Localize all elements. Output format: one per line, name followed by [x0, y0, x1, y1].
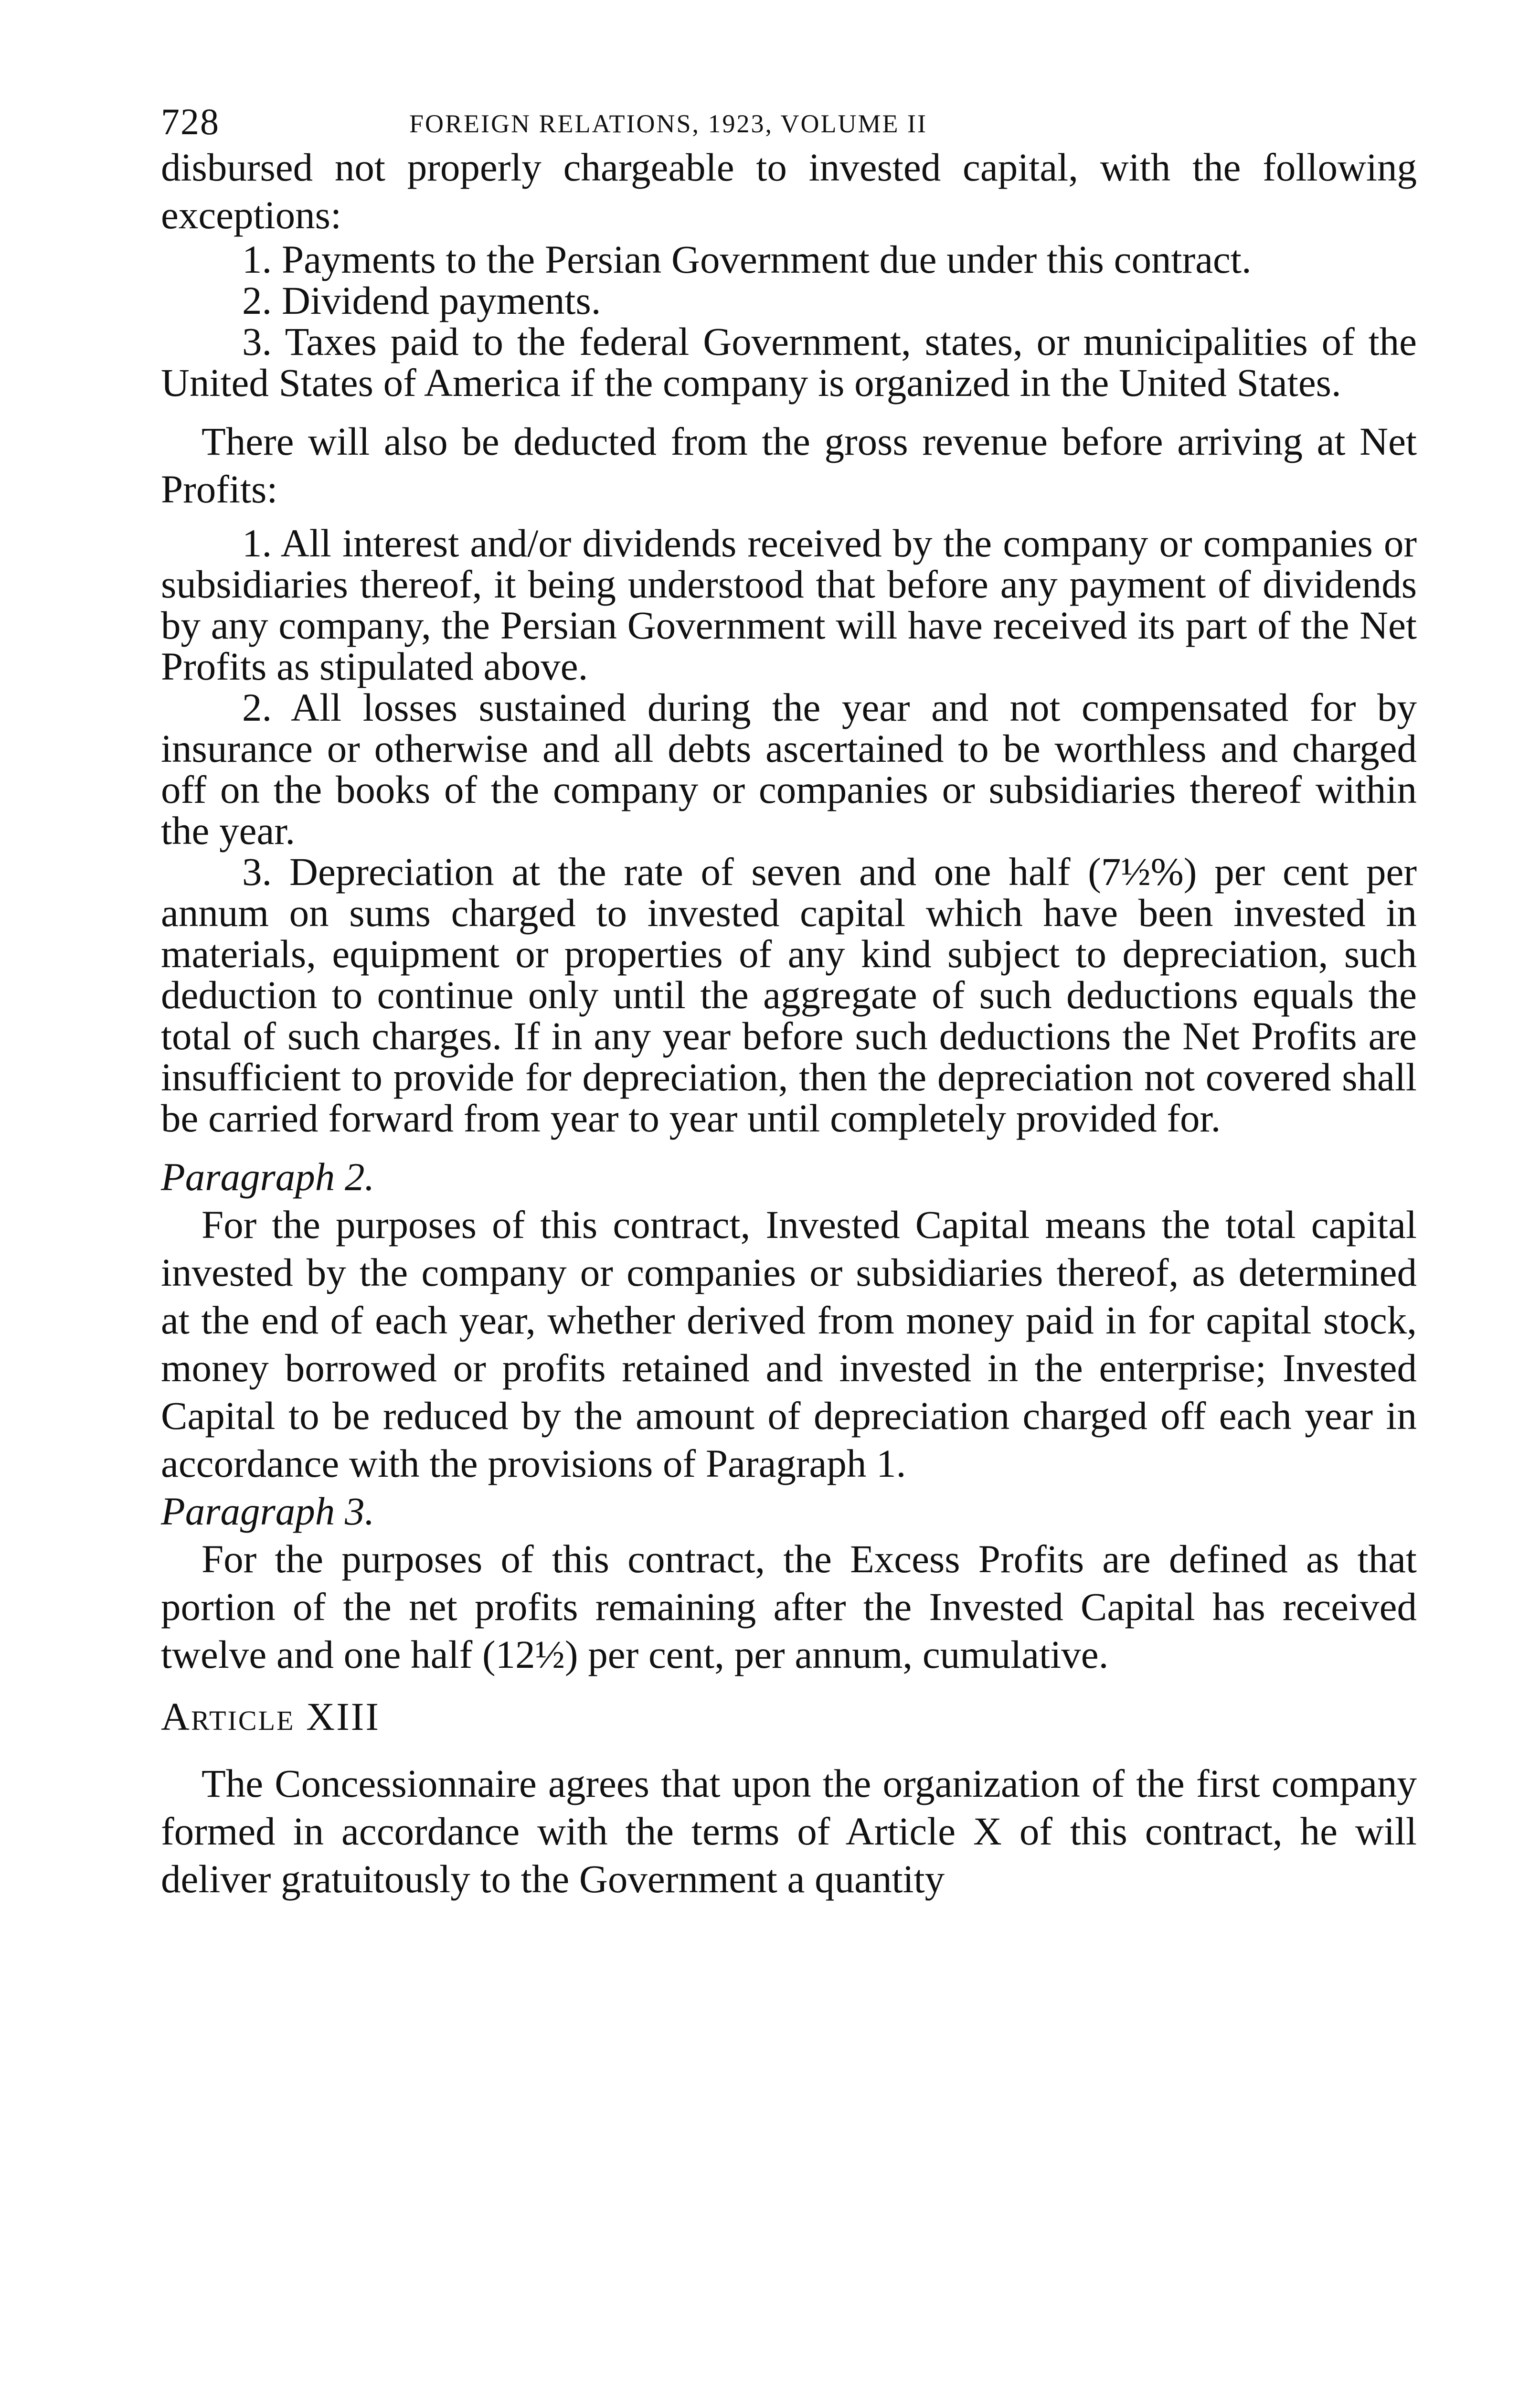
paragraph-2-text: For the purposes of this contract, Invested Capital means the total capital invested by the company or companies or subsidiaries thereof, as determined at the end of each year, whether derived from money paid in for capital stock, money borrowed or profits retained and invested in the enterprise; Invested Capital to be reduced by the amount of depreciation charged off each year in accordance with the provisions of Paragraph 1. [161, 1203, 1417, 1485]
deduction-item-3: 3. Depreciation at the rate of seven and one half (7½%) per cent per annum on sums charged to invested capital which have been invested in materials, equipment or properties of any kind subject to depreciation, such deduction to continue only until the aggregate of such deductions equals the total of such charges. If in any year before such deductions the Net Profits are insufficient to provide for depreciation, then the depreciation not covered shall be carried forward from year to year until completely provided for. [161, 850, 1417, 1140]
continued-paragraph: disbursed not properly chargeable to invested capital, with the following exceptions: [161, 145, 1417, 237]
article-text: The Concessionnaire agrees that upon the organization of the first company formed in accordance with the terms of Article X of this contract, he will deliver gratuitously to the Government a quantity [161, 1761, 1417, 1901]
deductions-intro: There will also be deducted from the gross revenue before arriving at Net Profits: [161, 419, 1417, 511]
deductions-list [161, 522, 1417, 1139]
paragraph-3-text: For the purposes of this contract, the Excess Profits are defined as that portion of the net profits remaining after the Invested Capital has received twelve and one half (12½) per cent, per annum, cumulative. [161, 1537, 1417, 1676]
deduction-item-2: 2. All losses sustained during the year and not compensated for by insurance or otherwise and all debts ascertained to be worthless and charged off on the books of the company or companies or subsidiaries thereof within the year. [161, 685, 1417, 853]
body-text [161, 143, 1417, 1903]
page-number: 728 [161, 101, 220, 142]
exception-item-2: 2. Dividend payments. [242, 278, 601, 322]
exception-item-1: 1. Payments to the Persian Government due under this contract. [242, 237, 1252, 281]
deduction-item-1: 1. All interest and/or dividends received by the company or companies or subsidiaries thereof, it being understood that before any payment of dividends by any company, the Persian Government will have received its part of the Net Profits as stipulated above. [161, 521, 1417, 688]
running-head: FOREIGN RELATIONS, 1923, VOLUME II [409, 109, 927, 138]
document-page [161, 96, 1417, 1903]
paragraph-3-heading: Paragraph 3. [161, 1489, 375, 1533]
exceptions-list [161, 239, 1417, 403]
article-heading: Article XIII [161, 1695, 381, 1738]
paragraph-2-heading: Paragraph 2. [161, 1155, 375, 1199]
exception-item-3: 3. Taxes paid to the federal Government, states, or municipalities of the United States of America if the company is organized in the United States. [161, 320, 1417, 405]
page-header [161, 96, 1417, 143]
